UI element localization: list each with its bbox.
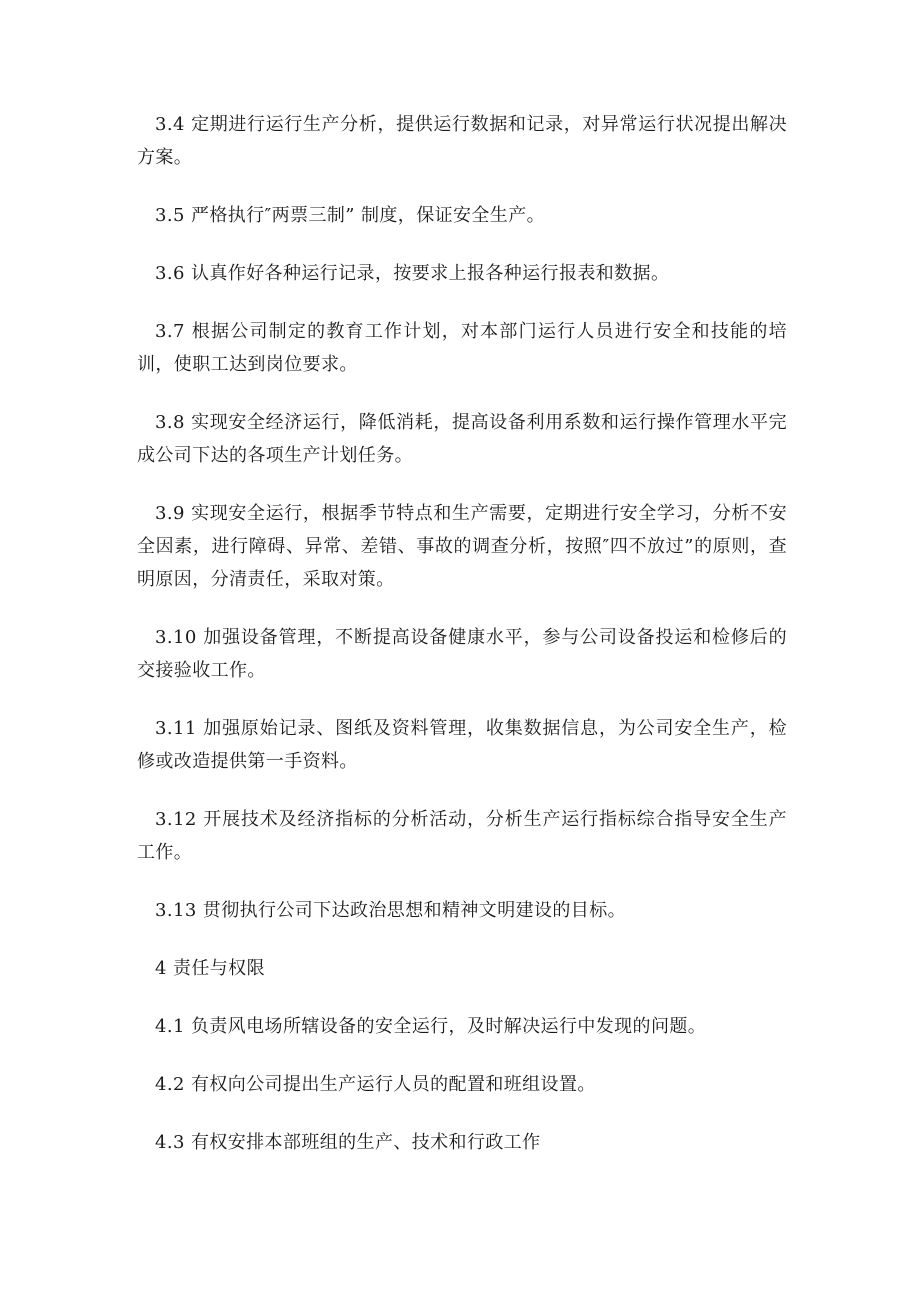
paragraph-3-5: 3.5 严格执行″两票三制” 制度，保证安全生产。	[155, 205, 545, 226]
paragraph-4-1: 4.1 负责风电场所辖设备的安全运行，及时解决运行中发现的问题。	[155, 1016, 707, 1037]
paragraph-3-8: 3.8 实现安全经济运行，降低消耗，提高设备利用系数和运行操作管理水平完成公司下达的各项生产计划任务。	[137, 412, 787, 466]
paragraph-3-11: 3.11 加强原始记录、图纸及资料管理，收集数据信息，为公司安全生产，检修或改造提供第一手资料。	[137, 718, 787, 772]
paragraph-3-7: 3.7 根据公司制定的教育工作计划，对本部门运行人员进行安全和技能的培训，使职工达到岗位要求。	[137, 321, 787, 375]
paragraph-3-6: 3.6 认真作好各种运行记录，按要求上报各种运行报表和数据。	[155, 263, 670, 284]
paragraph-3-13: 3.13 贯彻执行公司下达政治思想和精神文明建设的目标。	[155, 900, 626, 921]
paragraph-4-2: 4.2 有权向公司提出生产运行人员的配置和班组设置。	[155, 1074, 596, 1095]
paragraph-3-4: 3.4 定期进行运行生产分析，提供运行数据和记录，对异常运行状况提出解决方案。	[137, 114, 787, 168]
paragraph-4-3: 4.3 有权安排本部班组的生产、技术和行政工作	[155, 1132, 541, 1153]
section-heading-4: 4 责任与权限	[155, 958, 265, 979]
document-body	[137, 108, 787, 1159]
paragraph-3-12: 3.12 开展技术及经济指标的分析活动，分析生产运行指标综合指导安全生产工作。	[137, 809, 787, 863]
paragraph-3-9: 3.9 实现安全运行，根据季节特点和生产需要，定期进行安全学习，分析不安全因素，进行障碍、异常、差错、事故的调查分析，按照″四不放过”的原则，查明原因，分清责任，采取对策。	[137, 503, 787, 590]
paragraph-3-10: 3.10 加强设备管理，不断提高设备健康水平，参与公司设备投运和检修后的交接验收工作。	[137, 627, 787, 681]
